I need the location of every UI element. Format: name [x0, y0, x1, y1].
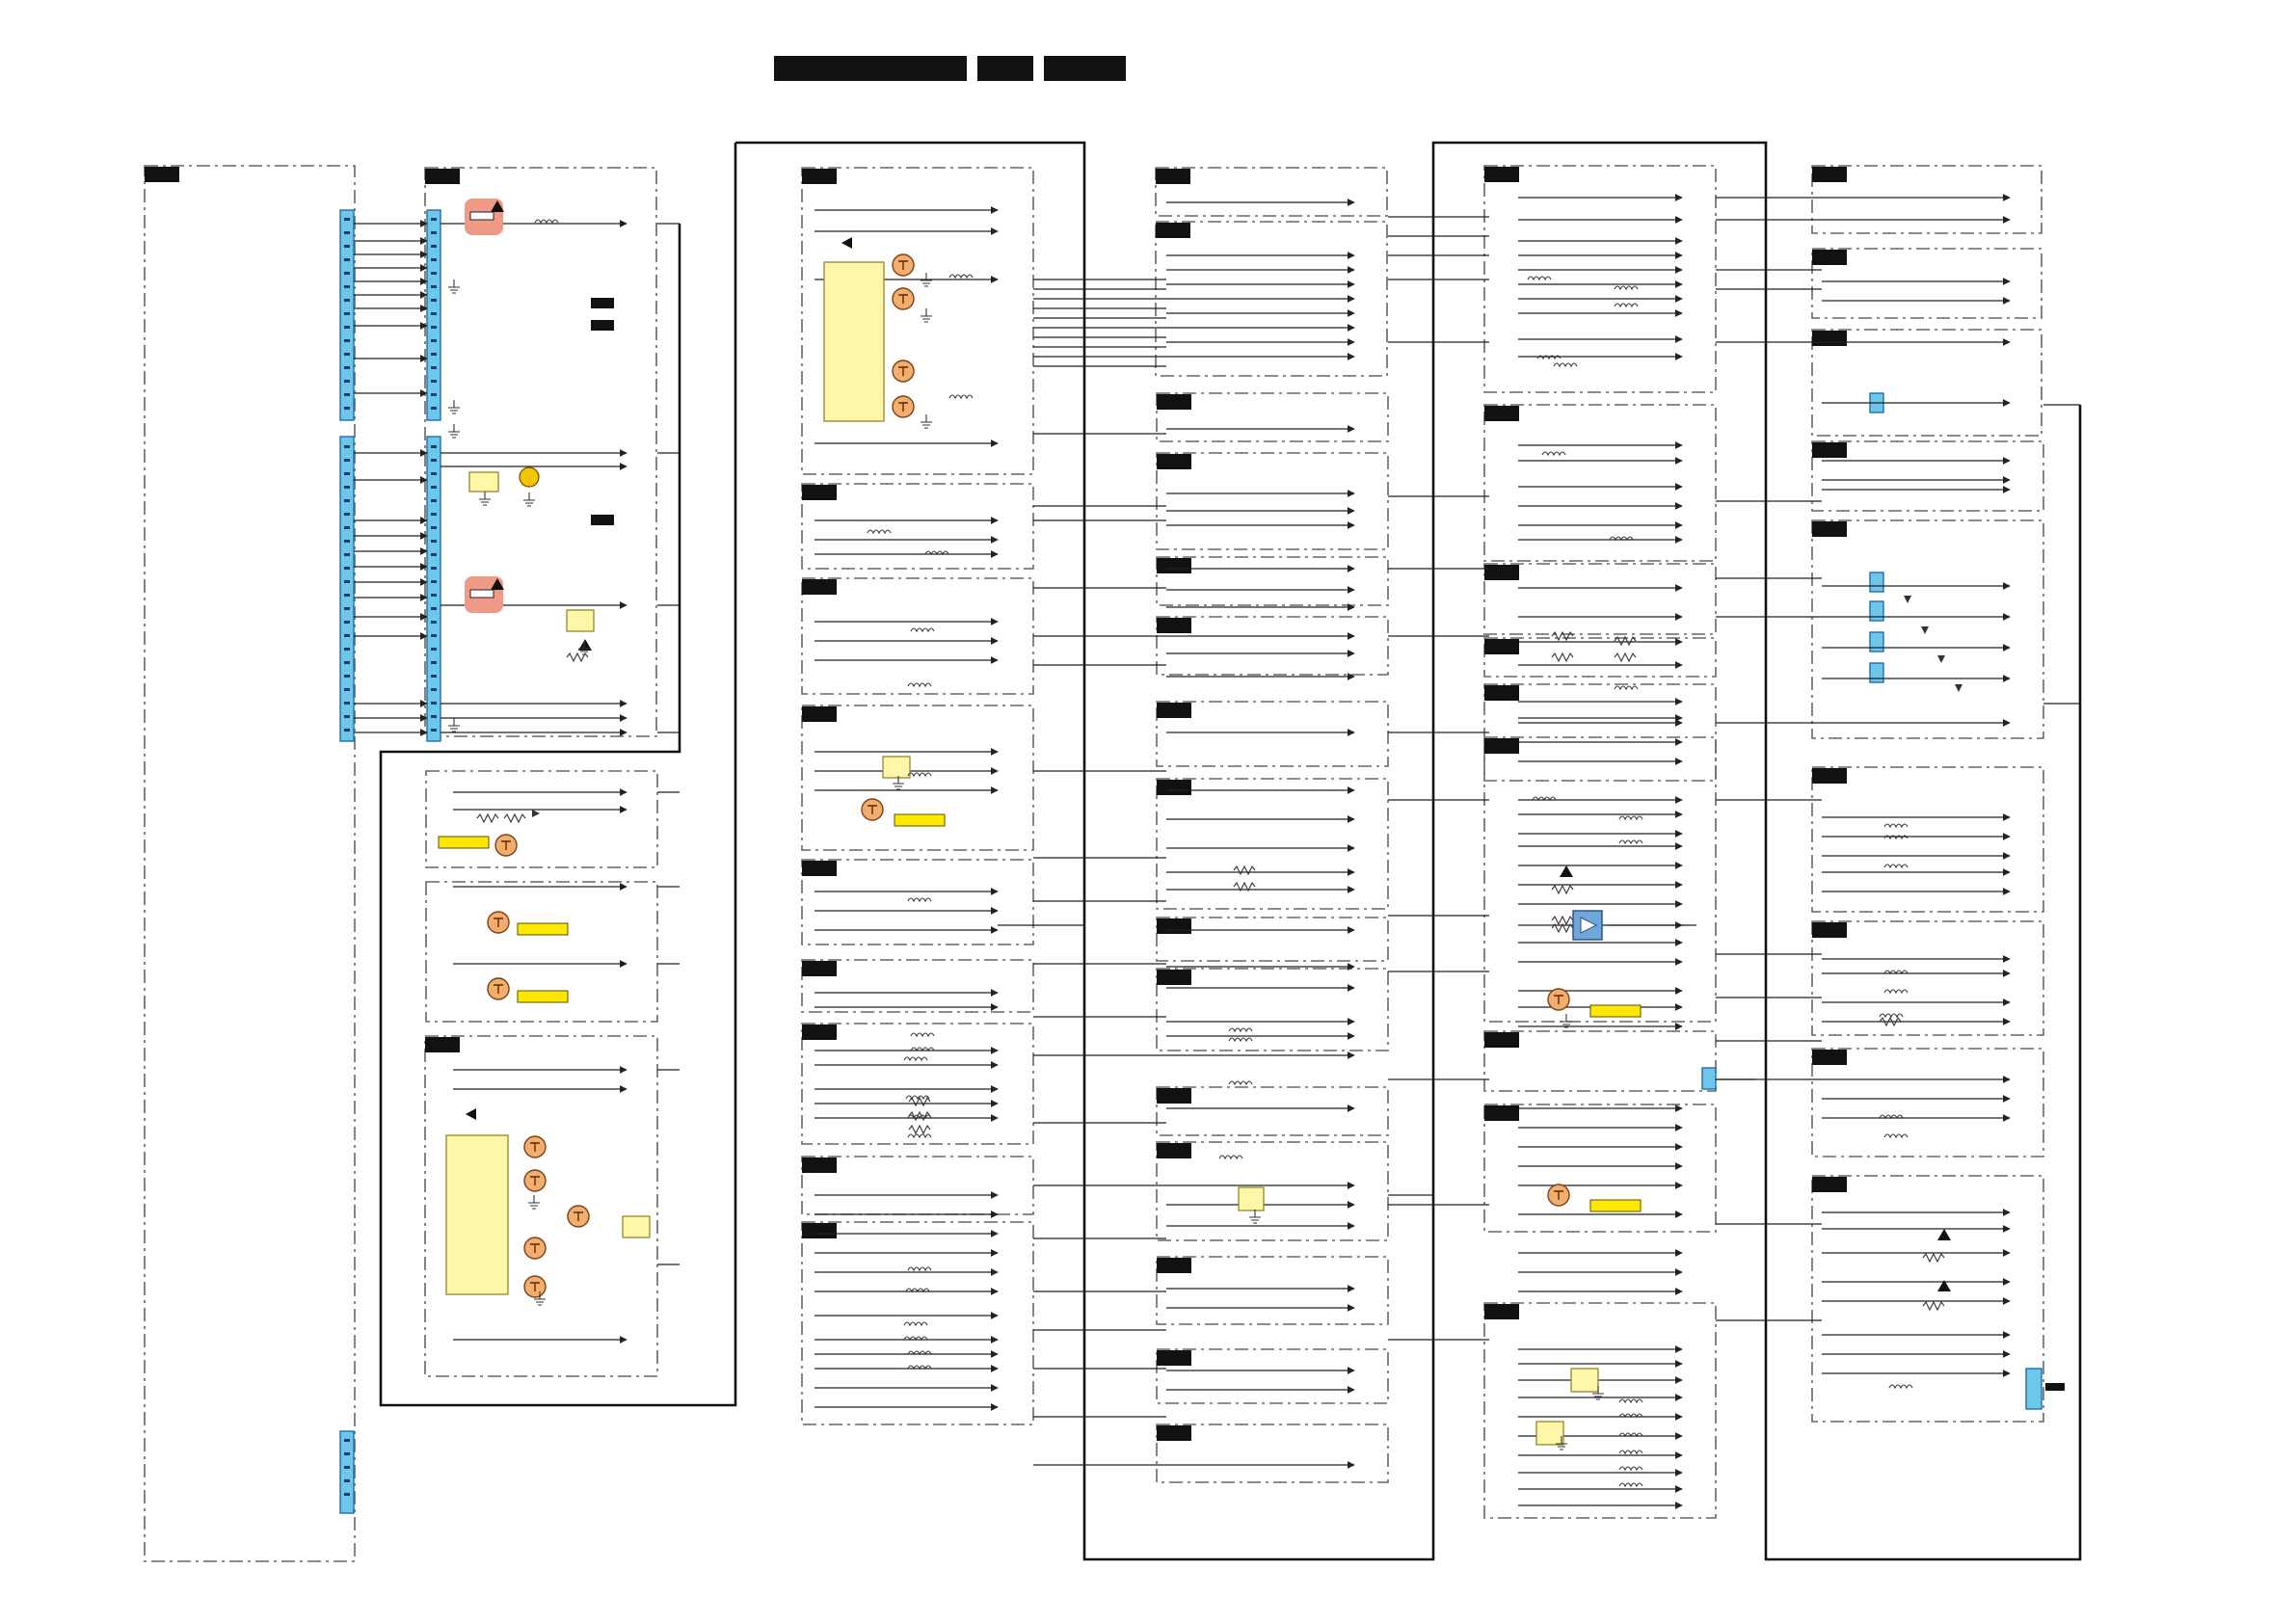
- inductor-icon: [908, 898, 931, 901]
- connector-pin: [431, 553, 437, 556]
- inductor-icon: [1884, 1134, 1908, 1137]
- resistor-icon: [909, 1126, 930, 1133]
- inductor-icon: [1615, 686, 1638, 689]
- inductor-icon: [1884, 824, 1908, 827]
- connector-pin: [431, 472, 437, 475]
- resistor-icon: [1923, 1302, 1944, 1310]
- inductor-icon: [1554, 363, 1577, 366]
- diode-icon: [532, 596, 1962, 817]
- connector-pin: [344, 231, 350, 234]
- connector-pin: [431, 729, 437, 732]
- connector-pin: [344, 285, 350, 288]
- ground-icon: [448, 424, 460, 438]
- ground-icon: [1249, 1210, 1261, 1223]
- ground-icon: [523, 492, 535, 506]
- connector-pin: [344, 486, 350, 489]
- connector-pin: [344, 499, 350, 502]
- connector-pin: [344, 621, 350, 624]
- inductor-icon: [1889, 1385, 1912, 1388]
- connector-pin: [431, 272, 437, 275]
- inductor-icon: [904, 1322, 927, 1325]
- connector-pin: [344, 472, 350, 475]
- resistor-icon: [1552, 653, 1573, 661]
- resistor-icon: [1615, 653, 1636, 661]
- connector-pin: [431, 621, 437, 624]
- ground-icon: [479, 492, 491, 505]
- ground-icon: [528, 1195, 540, 1209]
- inductor-icon: [1528, 277, 1551, 279]
- connector-pin: [431, 715, 437, 718]
- resistor-icon: [1615, 637, 1636, 645]
- connector-pin: [431, 339, 437, 342]
- inductor-icon: [1542, 452, 1565, 455]
- resistor-icon: [1552, 924, 1573, 932]
- connector-pin: [431, 648, 437, 651]
- connector-pin: [431, 594, 437, 597]
- inductor-icon: [1615, 286, 1638, 289]
- inductor-icon: [1229, 1038, 1252, 1041]
- inductor-icon: [949, 395, 973, 398]
- inductor-icon: [535, 220, 558, 223]
- connector-pin: [431, 312, 437, 315]
- inductor-icon: [1619, 840, 1642, 843]
- inductor-icon: [1880, 1014, 1903, 1017]
- connector-pin: [344, 299, 350, 302]
- inductor-icon: [1619, 1467, 1642, 1470]
- inductor-icon: [1884, 990, 1908, 993]
- connector-pin: [344, 312, 350, 315]
- inductor-icon: [949, 275, 973, 278]
- connector-pin: [344, 258, 350, 261]
- connector-pin: [431, 218, 437, 221]
- connector-pin: [344, 1439, 350, 1442]
- connector-pin: [431, 688, 437, 691]
- connector-pin: [431, 326, 437, 329]
- inductor-icon: [1229, 1081, 1252, 1084]
- connector-pin: [344, 688, 350, 691]
- inductor-icon: [908, 1134, 931, 1137]
- connector-pin: [431, 353, 437, 356]
- transistor-icon: [488, 254, 1569, 1297]
- inductor-icon: [1884, 865, 1908, 867]
- connector-pin: [344, 407, 350, 410]
- ground-icon: [448, 718, 460, 732]
- inductor-icon: [908, 773, 931, 776]
- connector-pin: [431, 702, 437, 705]
- ground-icon: [921, 414, 932, 428]
- inductor-icon: [911, 628, 934, 631]
- connector-pin: [431, 661, 437, 664]
- connector-pin: [431, 499, 437, 502]
- inductor-icon: [448, 220, 1944, 1486]
- connector-pin: [431, 245, 437, 248]
- ground-icon: [921, 308, 932, 322]
- connector-pin: [431, 607, 437, 610]
- inductor-icon: [1619, 1450, 1642, 1453]
- connector-pin: [431, 567, 437, 570]
- connector-pin: [344, 1493, 350, 1496]
- transistor-icon: [520, 467, 539, 487]
- inductor-icon: [1219, 1156, 1242, 1158]
- resistor-icon: [504, 814, 525, 822]
- connector-pin: [344, 326, 350, 329]
- connector-pin: [344, 393, 350, 396]
- inductor-icon: [908, 683, 931, 686]
- inductor-icon: [911, 1033, 934, 1036]
- connector-pin: [344, 459, 350, 462]
- connector-pin: [431, 540, 437, 543]
- connector-pin: [344, 675, 350, 678]
- connector-pin: [344, 1479, 350, 1482]
- inductor-icon: [904, 1057, 927, 1060]
- connector-pin: [344, 339, 350, 342]
- connector-pin: [431, 299, 437, 302]
- connector-pin: [431, 675, 437, 678]
- connector-pin: [431, 634, 437, 637]
- resistor-icon: [1552, 886, 1573, 893]
- connector-pin: [344, 540, 350, 543]
- connector-pin: [344, 218, 350, 221]
- inductor-icon: [906, 1096, 929, 1099]
- inductor-icon: [1615, 304, 1638, 306]
- connector-pin: [344, 380, 350, 383]
- connector-pin: [431, 445, 437, 448]
- ground-icon: [448, 279, 460, 293]
- connector-pin: [344, 366, 350, 369]
- group-frames: [381, 143, 2080, 1559]
- title-bar: [774, 56, 1126, 81]
- connector-pin: [431, 380, 437, 383]
- connector-pin: [344, 729, 350, 732]
- resistor-icon: [909, 1098, 930, 1105]
- resistor-icon: [1923, 1254, 1944, 1262]
- connector-pin: [344, 661, 350, 664]
- connector-pin: [431, 580, 437, 583]
- connector-pin: [431, 366, 437, 369]
- inductor-icon: [1619, 816, 1642, 819]
- components: [439, 262, 2065, 1445]
- ground-icon: [448, 400, 460, 413]
- connector-pin: [344, 580, 350, 583]
- connector-pin: [344, 445, 350, 448]
- inductor-icon: [908, 1267, 931, 1270]
- connector-pin: [344, 567, 350, 570]
- connector-pin: [344, 1452, 350, 1455]
- connector-pin: [344, 715, 350, 718]
- warning-icon: [466, 200, 1951, 1291]
- connector-pin: [344, 553, 350, 556]
- connector-pin: [344, 1466, 350, 1469]
- inductor-icon: [868, 530, 891, 533]
- connector-pin: [431, 393, 437, 396]
- connector-pins: [344, 218, 437, 1496]
- connector-pin: [344, 607, 350, 610]
- connector-pin: [431, 486, 437, 489]
- ground-icon: [1561, 1014, 1572, 1027]
- connector-pin: [344, 513, 350, 516]
- connector-pin: [431, 459, 437, 462]
- connector-pin: [431, 526, 437, 529]
- connector-pin: [344, 526, 350, 529]
- connector-pin: [344, 702, 350, 705]
- connector-pin: [344, 648, 350, 651]
- connector-pin: [431, 258, 437, 261]
- connector-pin: [344, 245, 350, 248]
- fuse-icon: [465, 199, 503, 613]
- resistor-icon: [1234, 866, 1255, 874]
- connector-pin: [344, 634, 350, 637]
- connector-pin: [344, 353, 350, 356]
- inductor-icon: [1229, 1028, 1252, 1031]
- connector-pin: [431, 407, 437, 410]
- connector-pin: [431, 231, 437, 234]
- inductor-icon: [1619, 1399, 1642, 1402]
- amplifier-icon: [1573, 911, 1602, 940]
- connector-pin: [431, 285, 437, 288]
- resistor-icon: [477, 814, 498, 822]
- inductor-icon: [1619, 1483, 1642, 1486]
- connector-pin: [344, 272, 350, 275]
- connector-pin: [431, 513, 437, 516]
- connector-pin: [344, 594, 350, 597]
